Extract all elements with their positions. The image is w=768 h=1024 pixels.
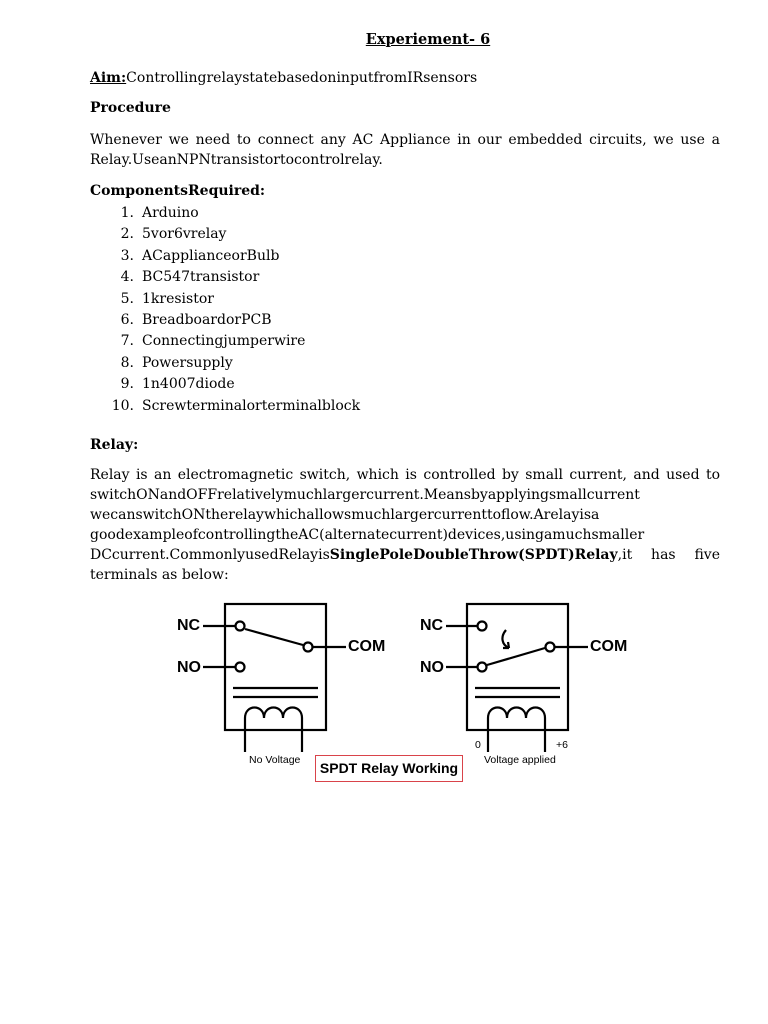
list-item-text: BreadboardorPCB: [142, 311, 272, 328]
curved-arrow-icon: [502, 630, 509, 648]
spdt-bold-text: SinglePoleDoubleThrow(SPDT)Relay: [329, 547, 618, 563]
procedure-paragraph: [90, 130, 720, 170]
list-item: [90, 267, 360, 288]
list-item: [90, 374, 360, 395]
com-contact-left: [304, 643, 313, 652]
relay-line: terminals as below:: [90, 567, 229, 583]
plus-label: +6: [556, 739, 568, 751]
list-item-number: 10.: [111, 397, 134, 414]
relay-paragraph: [90, 465, 720, 585]
list-item-number: 2.: [120, 226, 134, 243]
relay-line: Relay is an electromagnetic switch, which is controlled by small current, and used to: [90, 467, 720, 483]
nc-label-left: NC: [177, 617, 201, 634]
com-label-left: COM: [348, 638, 386, 655]
relay-heading: Relay:: [90, 437, 139, 453]
right-caption: Voltage applied: [484, 754, 556, 766]
list-item: [90, 203, 360, 224]
com-label-right: COM: [590, 638, 628, 655]
relay-line: [90, 545, 720, 565]
nc-label-right: NC: [420, 617, 444, 634]
no-label-left: NO: [177, 659, 201, 676]
list-item-text: 1n4007diode: [142, 376, 235, 393]
relay-line: wecanswitchONtherelaywhichallowsmuchlargercurrenttoflow.Arelayisa: [90, 507, 600, 523]
coil-right: [488, 708, 545, 731]
list-item: [90, 331, 360, 352]
list-item-text: Screwterminalorterminalblock: [142, 397, 361, 414]
list-item-number: 1.: [120, 205, 134, 221]
list-item-number: 8.: [120, 354, 134, 371]
list-item-text: BC547transistor: [142, 269, 260, 286]
aim-text: ControllingrelaystatebasedoninputfromIRsensors: [126, 70, 478, 86]
list-item-text: 1kresistor: [142, 290, 214, 307]
switch-arm-left: [245, 629, 303, 645]
relay-right-diagram: [446, 604, 588, 752]
list-item: [90, 353, 360, 374]
com-contact-right: [546, 643, 555, 652]
list-item-text: Connectingjumperwire: [142, 333, 306, 350]
list-item: [90, 396, 360, 417]
components-heading: ComponentsRequired:: [90, 183, 266, 199]
list-item-text: 5vor6vrelay: [142, 226, 227, 243]
list-item-number: 3.: [120, 247, 134, 264]
list-item: [90, 289, 360, 310]
arrow-head-icon: [503, 642, 509, 648]
coil-left: [245, 708, 302, 731]
switch-arm-right: [487, 648, 545, 665]
components-list: [90, 203, 360, 417]
page-title: Experiement- 6: [365, 31, 491, 48]
list-item-number: 7.: [120, 333, 134, 350]
relay-right-box: [467, 604, 568, 730]
relay-left-diagram: [203, 604, 346, 752]
zero-label: 0: [475, 739, 481, 751]
left-caption: No Voltage: [249, 754, 301, 766]
no-contact-right: [478, 663, 487, 672]
diagram-title-box: SPDT Relay Working: [315, 755, 463, 782]
procedure-line: Whenever we need to connect any AC Appliance in our embedded circuits, we use a: [90, 132, 720, 148]
list-item: [90, 246, 360, 267]
relay-text: five: [694, 547, 720, 563]
list-item-number: 5.: [120, 290, 134, 307]
procedure-heading: Procedure: [90, 100, 171, 116]
procedure-line: Relay.UseanNPNtransistortocontrolrelay.: [90, 152, 383, 168]
relay-text: ,it: [617, 547, 633, 563]
list-item-text: Powersupply: [142, 354, 233, 371]
relay-text: DCcurrent.CommonlyusedRelayis: [90, 547, 330, 563]
list-item: [90, 310, 360, 331]
list-item-number: 6.: [120, 311, 134, 328]
no-contact-left: [236, 663, 245, 672]
list-item-text: Arduino: [142, 205, 199, 221]
relay-line: goodexampleofcontrollingtheAC(alternatecurrent)devices,usingamuchsmaller: [90, 527, 645, 543]
list-item-text: ACapplianceorBulb: [142, 247, 280, 264]
relay-left-box: [225, 604, 326, 730]
aim-line: [90, 70, 477, 86]
aim-label: Aim:: [90, 70, 127, 86]
nc-contact-left: [236, 622, 245, 631]
list-item-number: 4.: [120, 269, 134, 286]
nc-contact-right: [478, 622, 487, 631]
list-item: [90, 224, 360, 245]
no-label-right: NO: [420, 659, 444, 676]
relay-line: switchONandOFFrelativelymuchlargercurrent.Meansbyapplyingsmallcurrent: [90, 487, 640, 503]
relay-text: has: [651, 547, 676, 563]
list-item-number: 9.: [120, 376, 134, 393]
